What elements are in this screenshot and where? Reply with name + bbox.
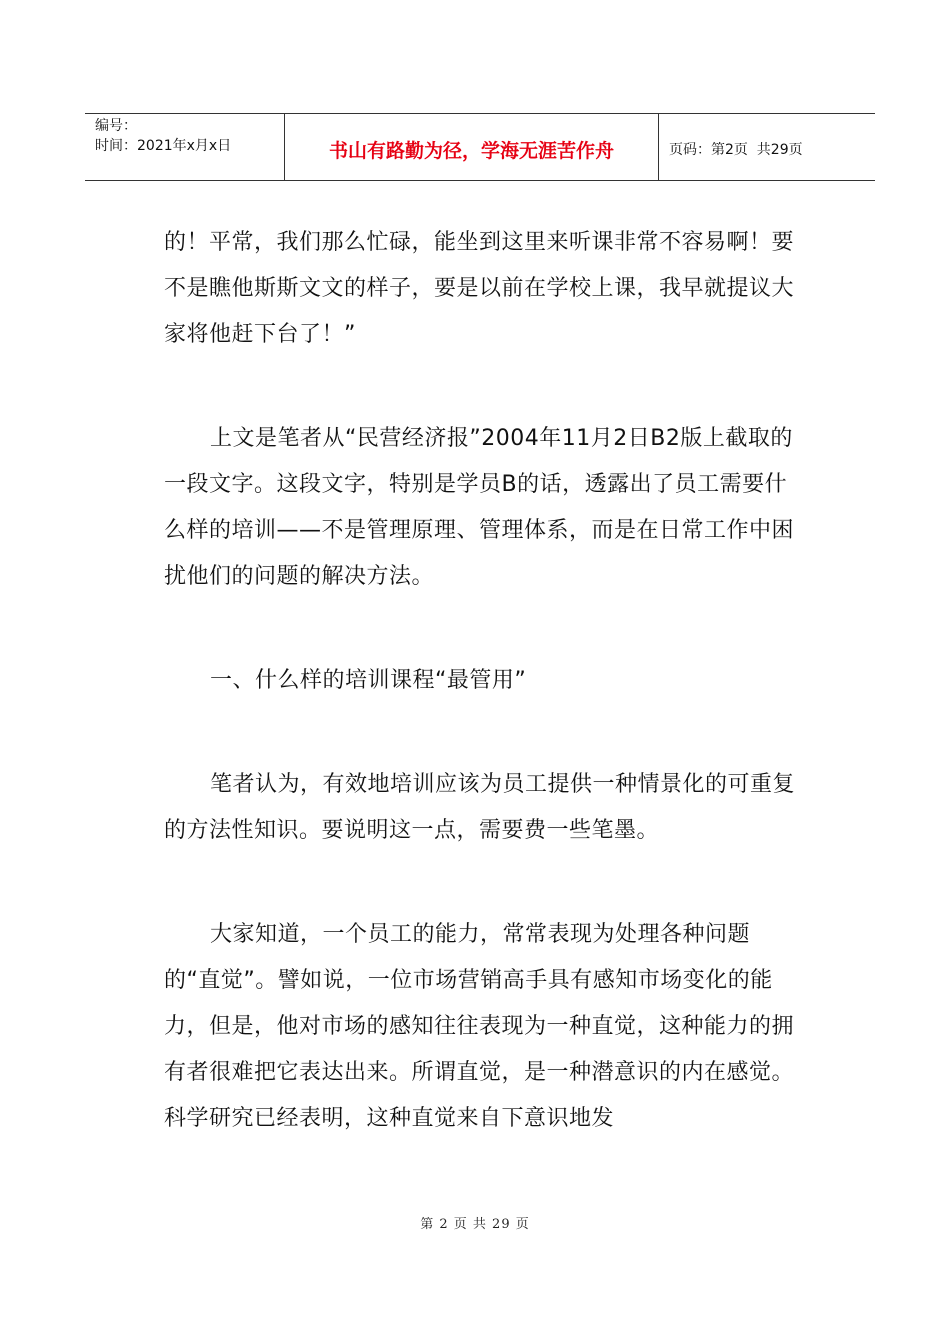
number-label: 编号： — [95, 118, 137, 134]
document-body — [164, 220, 804, 1142]
header-motto: 书山有路勤为径，学海无涯苦作舟 — [285, 114, 659, 180]
paragraph-4: 笔者认为，有效地培训应该为员工提供一种情景化的可重复的方法性知识。要说明这一点，需要费一些笔墨。 — [164, 772, 796, 843]
paragraph-2: 上文是笔者从“民营经济报”2004年11月2日B2版上截取的一段文字。这段文字，特别是学员B的话，透露出了员工需要什么样的培训——不是管理原理、管理体系，而是在日常工作中困扰他们的问题的解决方法。 — [164, 426, 795, 589]
page-footer — [0, 1213, 950, 1232]
page-header — [85, 113, 875, 181]
header-page-info — [659, 114, 875, 180]
header-meta — [85, 114, 285, 180]
section-heading: 一、什么样的培训课程“最管用” — [210, 668, 527, 693]
footer-page-number: 第 2 页 共 29 页 — [420, 1217, 530, 1232]
time-label: 时间：2021年x月x日 — [95, 138, 232, 154]
paragraph-1: 的！平常，我们那么忙碌，能坐到这里来听课非常不容易啊！要不是瞧他斯斯文文的样子，要是以前在学校上课，我早就提议大家将他赶下台了！” — [164, 230, 795, 347]
paragraph-5: 大家知道，一个员工的能力，常常表现为处理各种问题的“直觉”。譬如说，一位市场营销高手具有感知市场变化的能力，但是，他对市场的感知往往表现为一种直觉，这种能力的拥有者很难把它表达出来。所谓直觉，是一种潜意识的内在感觉。科学研究已经表明，这种直觉来自下意识地发 — [164, 922, 795, 1131]
page-info-text: 页码：第2页 共29页 — [669, 142, 803, 158]
